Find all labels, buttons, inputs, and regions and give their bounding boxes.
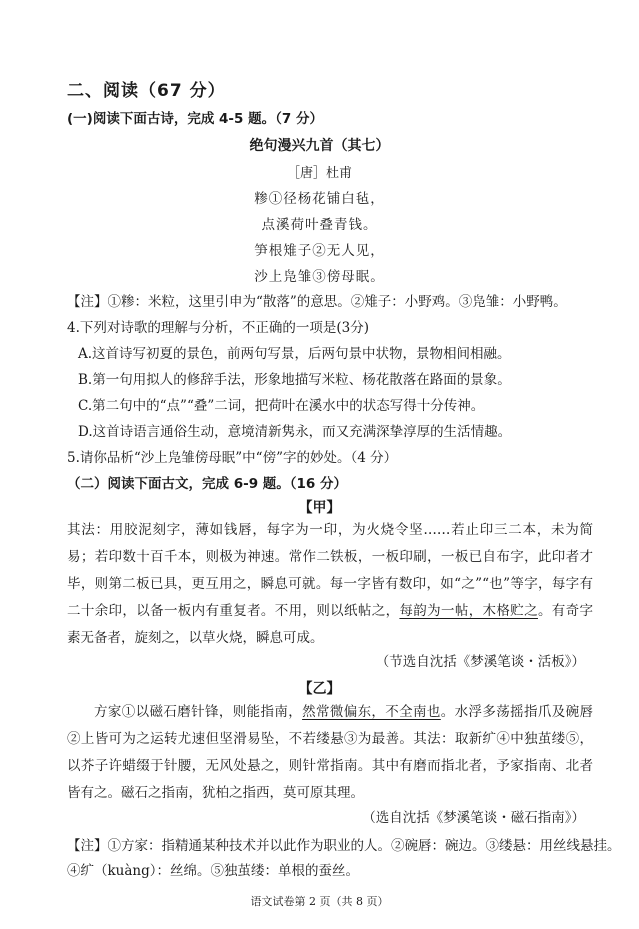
passage-yi-part1: 方家①以磁石磨针锋，则能指南，	[94, 704, 303, 720]
passage-note-line-1: 【注】①方家：指精通某种技术并以此作为职业的人。②碗唇：碗边。③缕悬：用丝线悬挂。	[67, 838, 621, 854]
passage-yi-label: 【乙】	[298, 681, 341, 697]
poem-line: 点溪荷叶叠青钱。	[261, 217, 378, 233]
poem-line: 沙上凫雏③傍母眠。	[254, 269, 385, 285]
poem-author: ［唐］杜甫	[286, 166, 352, 181]
poem-note: 【注】①糁：米粒，这里引申为“散落”的意思。②雉子：小野鸡。③凫雏：小野鸭。	[67, 294, 567, 310]
section-heading: 二、阅读（67 分）	[67, 81, 226, 101]
page-footer: 语文试卷第 2 页（共 8 页）	[250, 895, 389, 908]
question-5: 5.请你品析“沙上凫雏傍母眠”中“傍”字的妙处。（4 分）	[67, 450, 398, 466]
question-4-stem: 4.下列对诗歌的理解与分析，不正确的一项是(3分)	[67, 320, 370, 336]
part2-heading: （二）阅读下面古文，完成 6-9 题。（16 分）	[67, 476, 348, 492]
poem-line: 笋根雉子②无人见，	[254, 243, 385, 259]
passage-jia-part1: 其法：用胶泥刻字，薄如钱唇，每字为一印，为火烧令坚……若止印三二本，未为简易；若印数十百千本，则极为神速。常作二铁板，一板印刷，一板已自布字，此印者才毕，则第二板已具，更互用之，瞬息可就。每一字皆有数印，如“之”“也”等字，每字有二十余印，以备一板内有重复者。不用，则以纸帖之，	[67, 522, 593, 619]
passage-jia-label: 【甲】	[298, 500, 341, 516]
question-4-option-a: A.这首诗写初夏的景色，前两句写景，后两句景中状物，景物相间相融。	[78, 346, 511, 362]
passage-note-line-2: ④纩（kuàng）：丝绵。⑤独茧缕：单根的蚕丝。	[67, 863, 360, 879]
question-4-option-d: D.这首诗语言通俗生动，意境清新隽永，而又充满深挚淳厚的生活情趣。	[78, 424, 512, 440]
question-4-option-c: C.第二句中的“点”“叠”二词，把荷叶在溪水中的状态写得十分传神。	[78, 398, 485, 414]
passage-yi-source: （选自沈括《梦溪笔谈・磁石指南》）	[362, 810, 585, 826]
passage-jia-source: （节选自沈括《梦溪笔谈・活板》）	[375, 654, 585, 670]
passage-yi-text	[67, 699, 593, 807]
poem-title: 绝句漫兴九首（其七）	[249, 138, 390, 154]
part1-heading: (一)阅读下面古诗，完成 4-5 题。（7 分）	[67, 111, 323, 127]
passage-yi-underlined: 然常微偏东，不全南也	[302, 704, 441, 720]
question-4-option-b: B.第一句用拟人的修辞手法，形象地描写米粒、杨花散落在路面的景象。	[78, 372, 511, 388]
passage-jia-underlined: 每韵为一帖，木格贮之	[399, 603, 538, 619]
poem-line: 糁①径杨花铺白毡，	[254, 191, 385, 207]
passage-jia-text	[67, 517, 593, 652]
passage-yi-part2: 。水浮多荡摇指爪及碗唇②上皆可为之运转尤速但坚滑易坠，不若缕悬③为最善。其法：取新纩④中独茧缕⑤，以芥子许蜡缀于针腰，无风处悬之，则针常指南。其中有磨而指北者，予家指南、北者皆有之。磁石之指南，犹柏之指西，莫可原其理。	[67, 704, 594, 801]
passage-jia-part2: 。有奇字素无备者，旋刻之，以草火烧，瞬息可成。	[67, 603, 594, 646]
